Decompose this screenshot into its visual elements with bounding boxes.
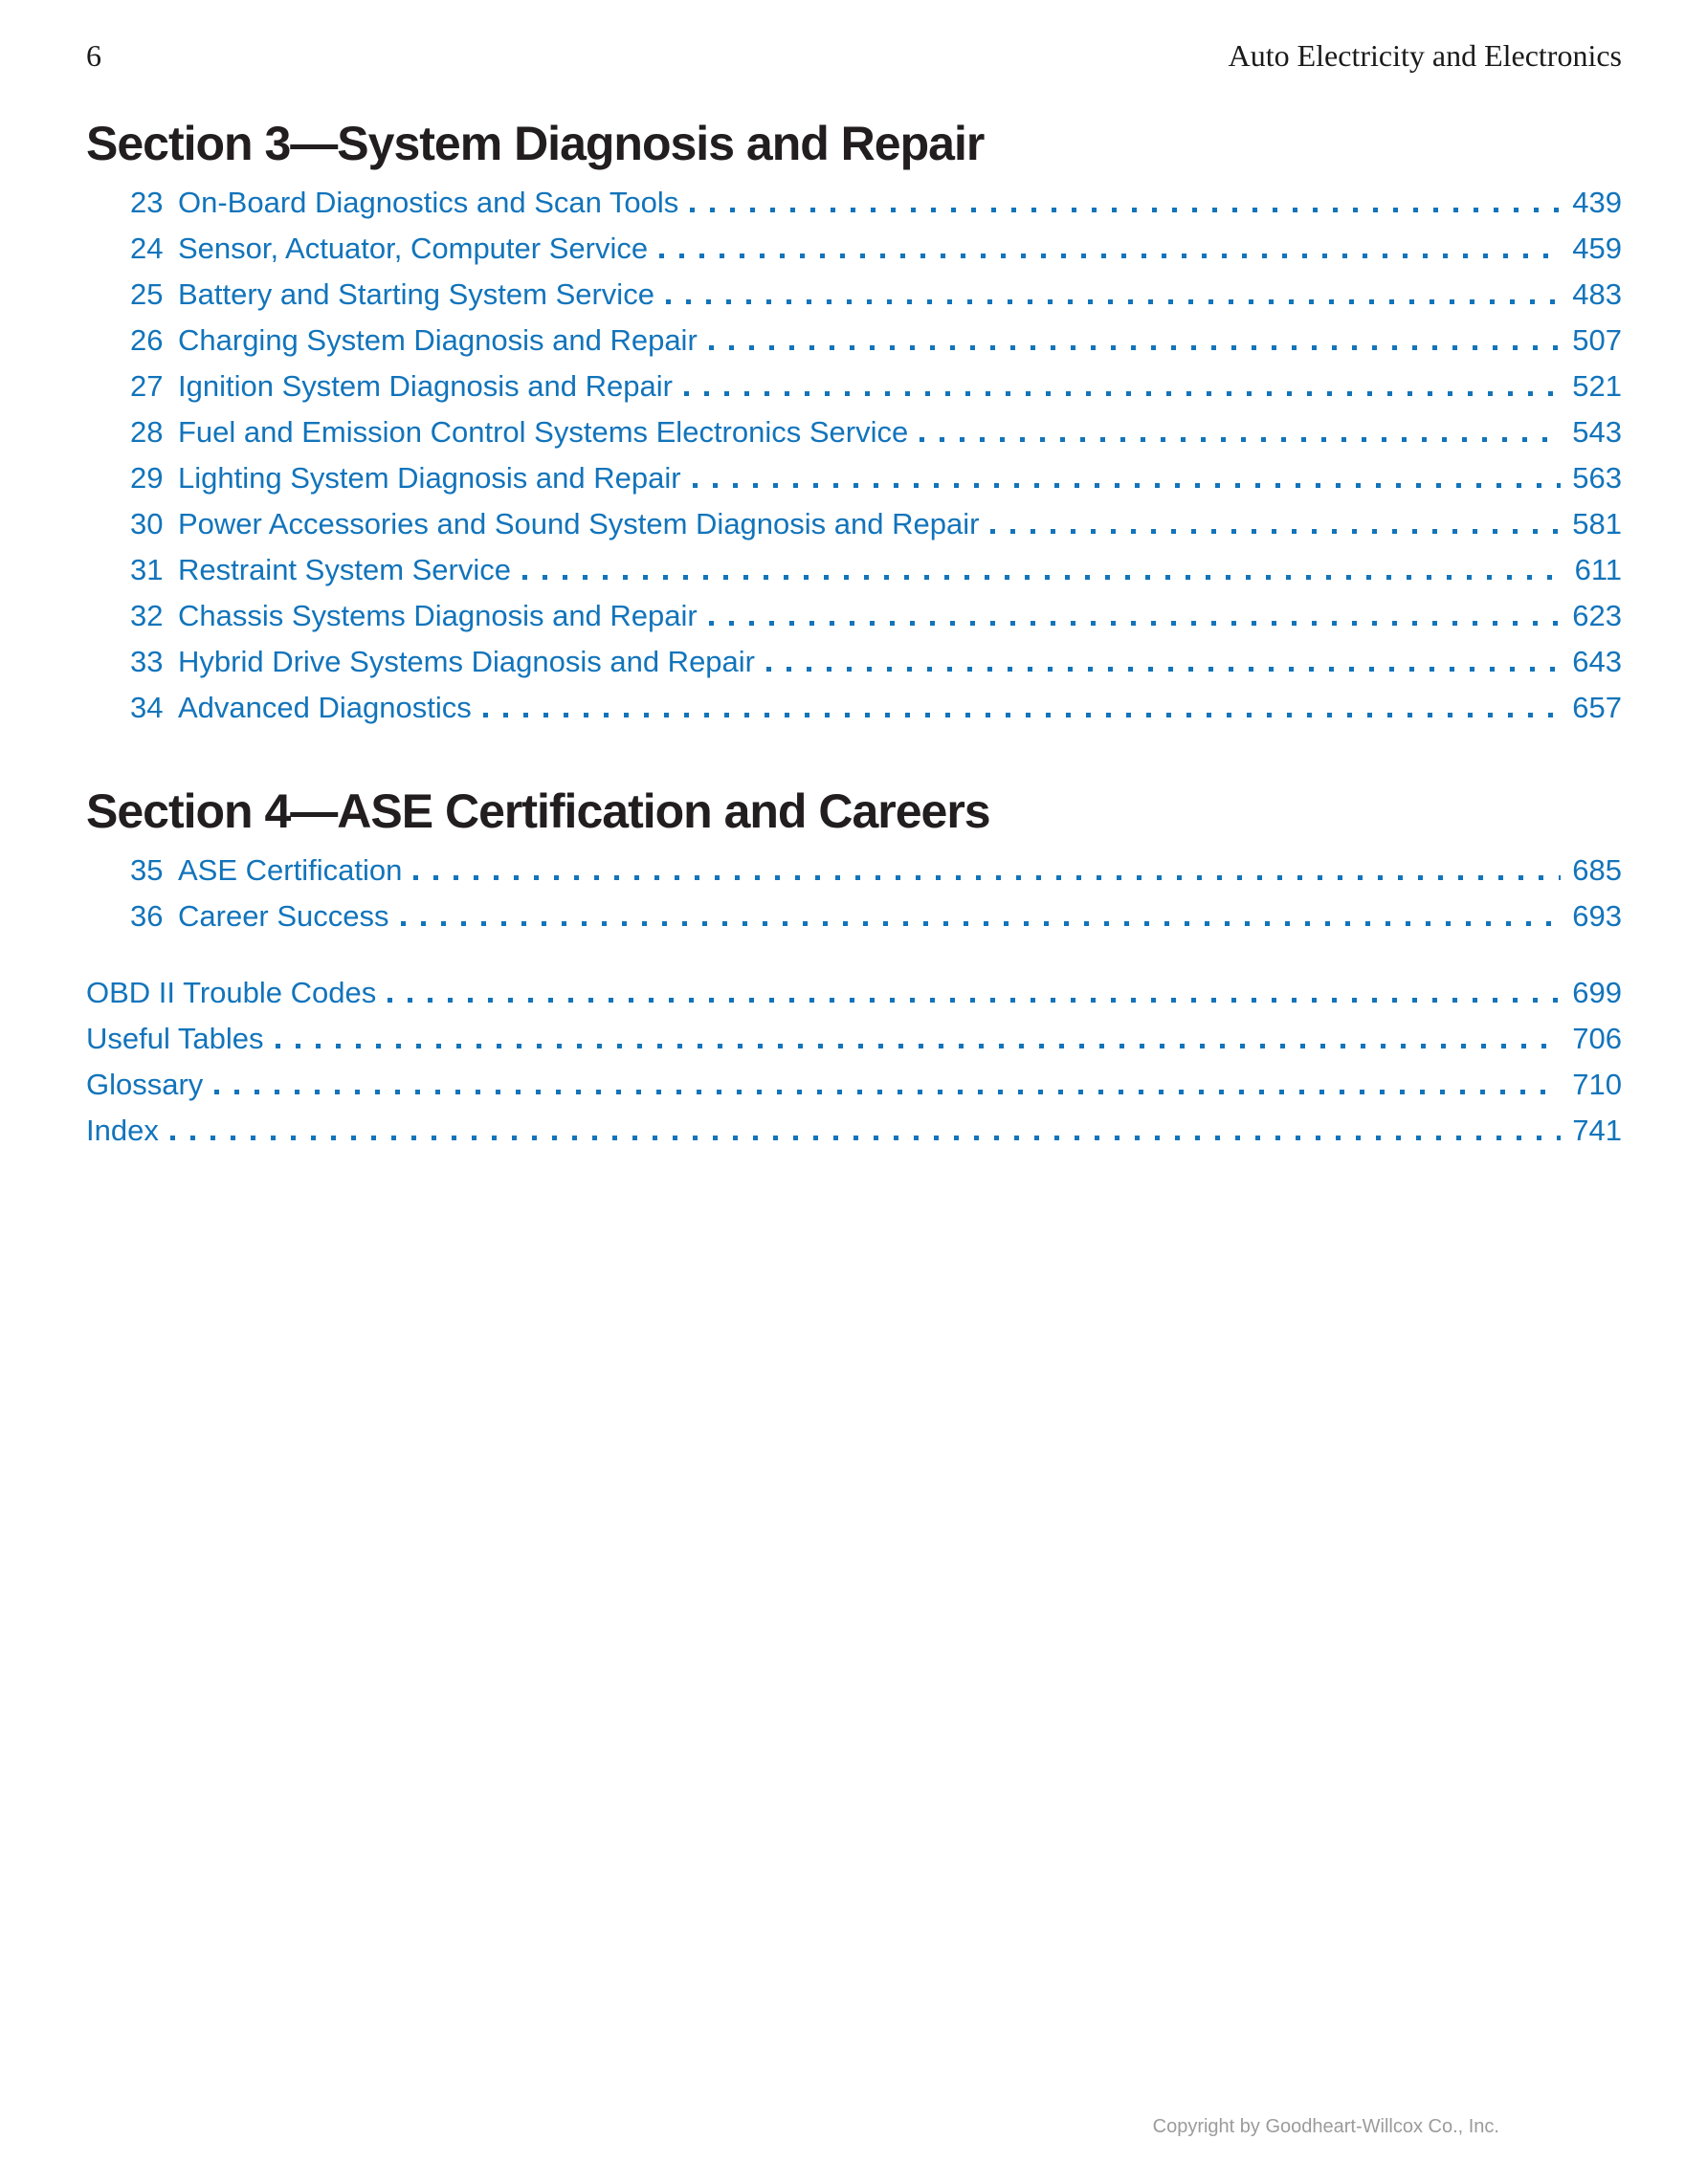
chapter-number: 35: [130, 853, 164, 887]
copyright-notice: Copyright by Goodheart-Willcox Co., Inc.: [1152, 2116, 1499, 2137]
toc-entry-row: [86, 180, 1622, 226]
dot-leader: [920, 437, 1561, 442]
section-title: Section 4—ASE Certification and Careers: [86, 784, 990, 838]
chapter-number: 32: [130, 599, 164, 632]
chapter-title: Power Accessories and Sound System Diagnosis and Repair: [178, 507, 980, 540]
page-reference: 643: [1572, 645, 1622, 678]
chapter-number: 34: [130, 691, 164, 724]
dot-leader: [214, 1090, 1561, 1094]
back-matter-row: [86, 1016, 1622, 1062]
chapter-number: 28: [130, 415, 164, 449]
dot-leader: [766, 667, 1561, 672]
chapter-title: Lighting System Diagnosis and Repair: [178, 461, 681, 495]
dot-leader: [684, 391, 1561, 396]
page-reference: 693: [1572, 899, 1622, 933]
chapter-title: Ignition System Diagnosis and Repair: [178, 369, 673, 403]
toc-entry-row: [86, 364, 1622, 409]
back-matter-title: Glossary: [86, 1068, 204, 1101]
chapter-title: ASE Certification: [178, 853, 403, 887]
dot-leader: [990, 529, 1561, 534]
book-title: Auto Electricity and Electronics: [1228, 38, 1622, 73]
back-matter-title: Useful Tables: [86, 1022, 264, 1055]
chapter-title: Advanced Diagnostics: [178, 691, 472, 724]
toc-entry-row: [86, 318, 1622, 364]
chapter-number: 30: [130, 507, 164, 540]
chapter-title: Charging System Diagnosis and Repair: [178, 323, 698, 357]
dot-leader: [276, 1044, 1562, 1048]
back-matter-row: [86, 970, 1622, 1016]
chapter-number: 33: [130, 645, 164, 678]
toc-entry-row: [86, 685, 1622, 731]
chapter-title: Battery and Starting System Service: [178, 277, 654, 311]
chapter-number: 31: [130, 553, 164, 586]
toc-entry-row: [86, 226, 1622, 272]
section-entries: [86, 180, 1622, 731]
chapter-title: Career Success: [178, 899, 389, 933]
dot-leader: [709, 345, 1561, 350]
toc-section: [86, 115, 1622, 731]
page-reference: 521: [1572, 369, 1622, 403]
back-matter-list: [86, 970, 1622, 1154]
chapter-number: 23: [130, 186, 164, 219]
chapter-title: Fuel and Emission Control Systems Electronics Service: [178, 415, 909, 449]
page-reference: 563: [1572, 461, 1622, 495]
running-head: [86, 38, 1622, 73]
dot-leader: [666, 299, 1561, 304]
section-entries: [86, 848, 1622, 939]
page-reference: 459: [1572, 232, 1622, 265]
dot-leader: [413, 875, 1561, 880]
page-reference: 611: [1574, 553, 1622, 586]
toc-entry-row: [86, 639, 1622, 685]
chapter-title: Hybrid Drive Systems Diagnosis and Repair: [178, 645, 756, 678]
dot-leader: [693, 483, 1562, 488]
toc-entry-row: [86, 893, 1622, 939]
toc-entry-row: [86, 501, 1622, 547]
chapter-number: 29: [130, 461, 164, 495]
chapter-title: Chassis Systems Diagnosis and Repair: [178, 599, 698, 632]
toc-entry-row: [86, 272, 1622, 318]
page-reference: 706: [1572, 1022, 1622, 1055]
toc-section: [86, 783, 1622, 939]
section-title: Section 3—System Diagnosis and Repair: [86, 117, 985, 170]
page-reference: 657: [1572, 691, 1622, 724]
page-reference: 699: [1572, 976, 1622, 1009]
toc-entry-row: [86, 848, 1622, 893]
page-reference: 543: [1572, 415, 1622, 449]
dot-leader: [401, 921, 1562, 926]
page-reference: 581: [1572, 507, 1622, 540]
dot-leader: [522, 575, 1563, 580]
toc-entry-row: [86, 547, 1622, 593]
page-reference: 710: [1572, 1068, 1622, 1101]
dot-leader: [659, 254, 1561, 258]
table-of-contents: [86, 115, 1622, 939]
page-reference: 685: [1572, 853, 1622, 887]
back-matter-row: [86, 1108, 1622, 1154]
back-matter-title: Index: [86, 1114, 159, 1147]
toc-entry-row: [86, 409, 1622, 455]
dot-leader: [388, 998, 1561, 1003]
toc-entry-row: [86, 593, 1622, 639]
chapter-number: 36: [130, 899, 164, 933]
dot-leader: [170, 1136, 1561, 1140]
toc-entry-row: [86, 455, 1622, 501]
dot-leader: [483, 713, 1562, 717]
chapter-number: 25: [130, 277, 164, 311]
chapter-title: Sensor, Actuator, Computer Service: [178, 232, 649, 265]
folio-page-number: 6: [86, 38, 101, 73]
chapter-number: 26: [130, 323, 164, 357]
page-footer: [1153, 2116, 1499, 2138]
chapter-number: 27: [130, 369, 164, 403]
back-matter-title: OBD II Trouble Codes: [86, 976, 377, 1009]
dot-leader: [709, 621, 1562, 626]
chapter-title: On-Board Diagnostics and Scan Tools: [178, 186, 679, 219]
page-reference: 439: [1572, 186, 1622, 219]
page-reference: 507: [1572, 323, 1622, 357]
back-matter-row: [86, 1062, 1622, 1108]
page-reference: 741: [1572, 1114, 1622, 1147]
page-reference: 623: [1572, 599, 1622, 632]
chapter-title: Restraint System Service: [178, 553, 511, 586]
dot-leader: [690, 208, 1561, 212]
page-reference: 483: [1572, 277, 1622, 311]
chapter-number: 24: [130, 232, 164, 265]
